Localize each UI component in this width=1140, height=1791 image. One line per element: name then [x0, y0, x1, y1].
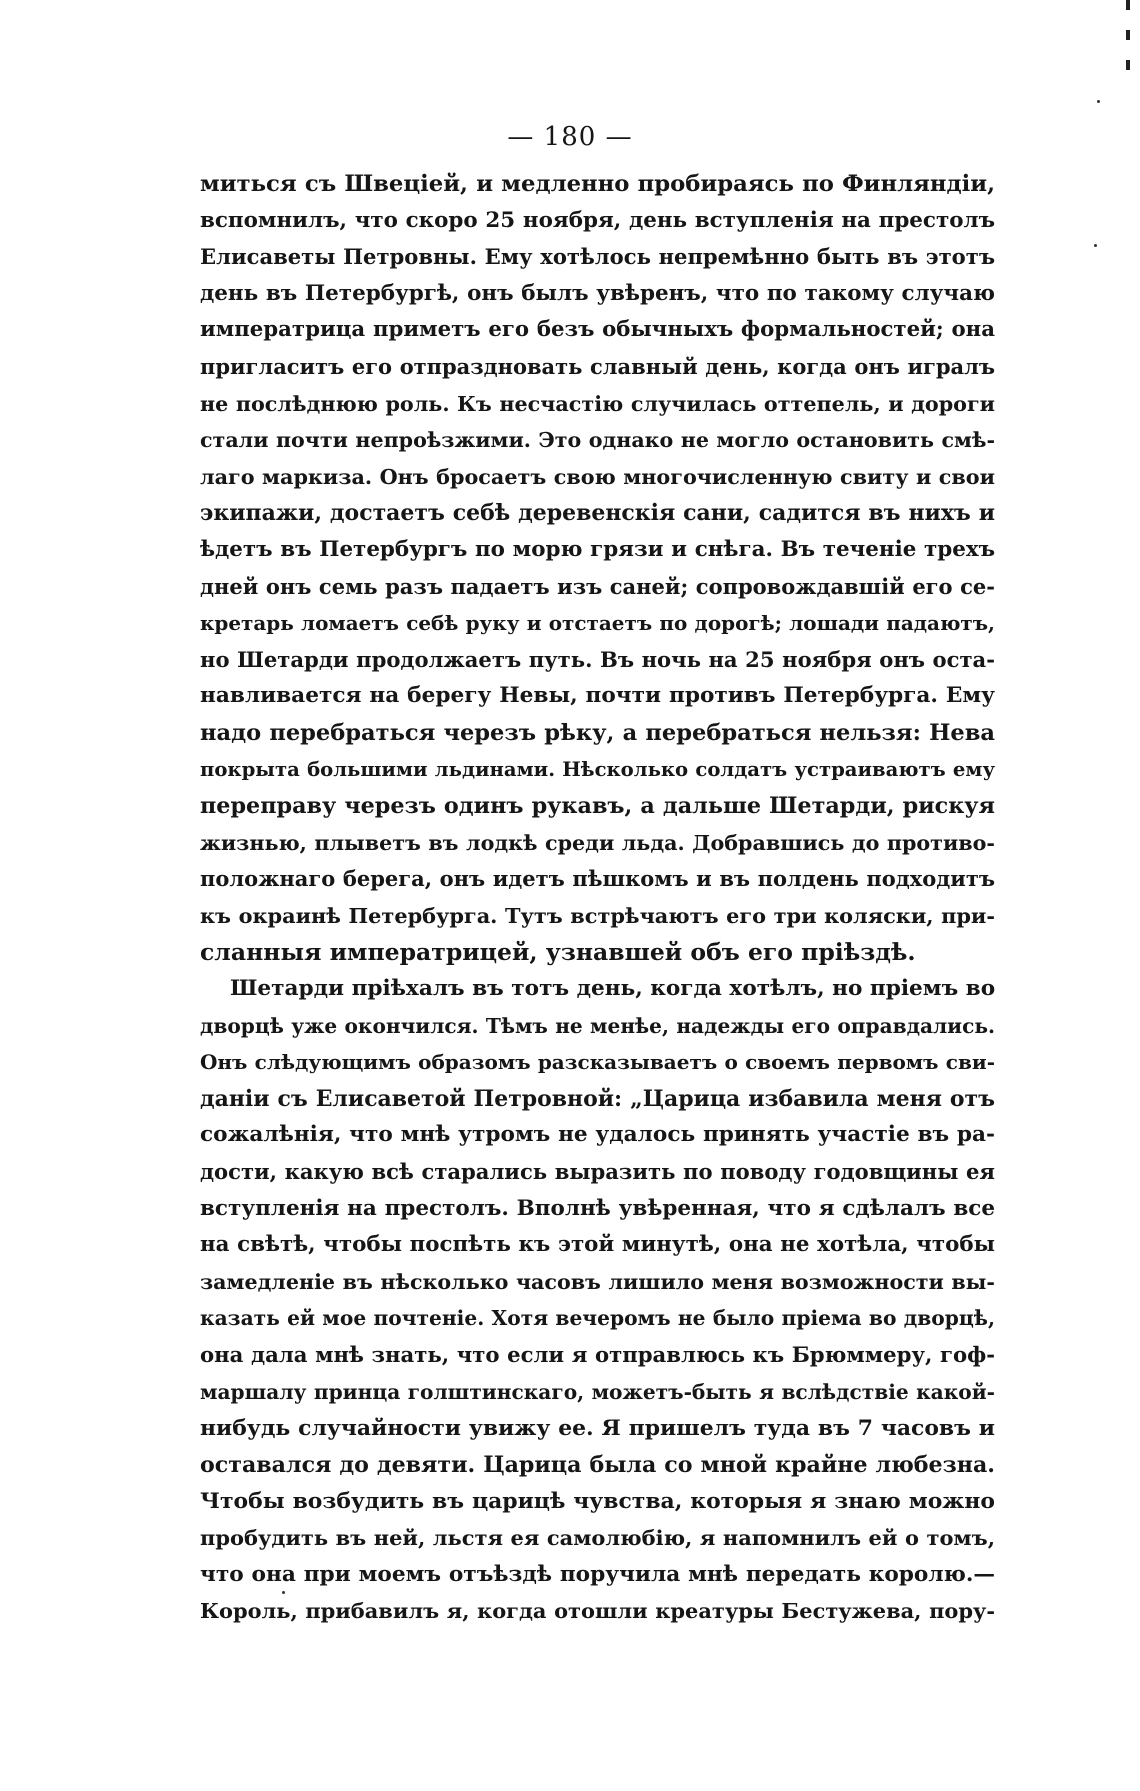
text-line: даніи съ Елисаветой Петровной: „Царица избавила меня отъ [200, 1085, 995, 1112]
text-line: замедленіе въ нѣсколько часовъ лишило меня возможности вы- [200, 1269, 995, 1294]
text-line: она дала мнѣ знать, что если я отправлюсь къ Брюммеру, гоф- [200, 1342, 995, 1367]
text-line: нибудь случайности увижу ее. Я пришелъ туда въ 7 часовъ и [200, 1415, 995, 1442]
text-line: жизнью, плыветъ въ лодкѣ среди льда. Добравшись до противо- [200, 830, 995, 855]
edge-tick [1126, 30, 1130, 40]
text-line: не послѣднюю роль. Къ несчастію случилась оттепель, и дороги [200, 391, 995, 416]
text-line: Елисаветы Петровны. Ему хотѣлось непремѣнно быть въ этотъ [200, 244, 995, 270]
text-line: но Шетарди продолжаетъ путь. Въ ночь на 25 ноября онъ оста- [200, 646, 995, 672]
text-line: экипажи, достаетъ себѣ деревенскія сани, садится въ нихъ и [200, 500, 995, 527]
text-line: навливается на берегу Невы, почти противъ Петербурга. Ему [200, 683, 995, 709]
text-line: казать ей мое почтеніе. Хотя вечеромъ не было пріема во дворцѣ, [200, 1306, 995, 1331]
text-line: надо перебраться черезъ рѣку, а перебраться нельзя: Нева [200, 719, 995, 746]
text-line: положнаго берега, онъ идетъ пѣшкомъ и въ полдень подходитъ [200, 866, 995, 892]
text-line: кретарь ломаетъ себѣ руку и отстаетъ по дорогѣ; лошади падаютъ, [200, 611, 995, 636]
page-number: — 180 — [507, 122, 633, 152]
text-line: ѣдетъ въ Петербургъ по морю грязи и снѣга. Въ теченіе трехъ [200, 536, 995, 562]
scan-edge-mark [1126, 0, 1130, 70]
text-line: на свѣтѣ, чтобы поспѣть къ этой минутѣ, она не хотѣла, чтобы [200, 1232, 995, 1258]
text-line: пригласитъ его отпраздновать славный день, когда онъ игралъ [200, 353, 995, 379]
text-line: день въ Петербургѣ, онъ былъ увѣренъ, что по такому случаю [200, 280, 995, 306]
text-line: пробудить въ ней, льстя ея самолюбію, я напомнилъ ей о томъ, [200, 1524, 995, 1550]
scan-speck [1097, 100, 1100, 103]
text-line: маршалу принца голштинскаго, можетъ-быть я вслѣдствіе какой- [200, 1379, 995, 1404]
text-line: дворцѣ уже окончился. Тѣмъ не менѣе, надежды его оправдались. [200, 1013, 995, 1038]
text-line: вступленія на престолъ. Вполнѣ увѣренная, что я сдѣлалъ все [200, 1195, 995, 1221]
text-line: Шетарди пріѣхалъ въ тотъ день, когда хотѣлъ, но пріемъ во [230, 976, 996, 1002]
text-line: Онъ слѣдующимъ образомъ разсказываетъ о своемъ первомъ сви- [200, 1050, 995, 1075]
text-line: сланныя императрицей, узнавшей объ его пріѣздѣ. [200, 938, 916, 967]
text-line: къ окраинѣ Петербурга. Тутъ встрѣчаютъ его три коляски, при- [200, 902, 995, 928]
text-line: покрыта большими льдинами. Нѣсколько солдатъ устраиваютъ ему [200, 757, 995, 781]
text-line: переправу черезъ одинъ рукавъ, а дальше Шетарди, рискуя [200, 793, 995, 820]
text-line: вспомнилъ, что скоро 25 ноября, день вступленія на престолъ [200, 207, 995, 233]
text-line: Чтобы возбудить въ царицѣ чувства, которыя я знаю можно [200, 1488, 995, 1515]
text-line: дней онъ семь разъ падаетъ изъ саней; сопровождавшій его се- [200, 573, 995, 599]
text-line: сожалѣнія, что мнѣ утромъ не удалось принять участіе въ ра- [200, 1122, 995, 1148]
text-line: оставался до девяти. Царица была со мной крайне любезна. [200, 1451, 995, 1478]
edge-tick [1126, 60, 1130, 70]
scan-speck [1094, 244, 1097, 247]
text-line: Король, прибавилъ я, когда отошли креатуры Бестужева, пору- [200, 1598, 995, 1624]
text-line: лаго маркиза. Онъ бросаетъ свою многочисленную свиту и свои [200, 464, 995, 489]
edge-tick [1126, 0, 1130, 10]
text-line: что она при моемъ отъѣздѣ поручила мнѣ передать королю.— [200, 1561, 995, 1587]
text-line: стали почти непроѣзжими. Это однако не могло остановить смѣ- [200, 428, 995, 453]
text-line: миться съ Швеціей, и медленно пробираясь по Финляндіи, [200, 171, 995, 197]
text-line: императрица приметъ его безъ обычныхъ формальностей; она [200, 317, 995, 343]
text-line: дости, какую всѣ старались выразить по поводу годовщины ея [200, 1159, 995, 1185]
body-text [200, 166, 995, 1630]
